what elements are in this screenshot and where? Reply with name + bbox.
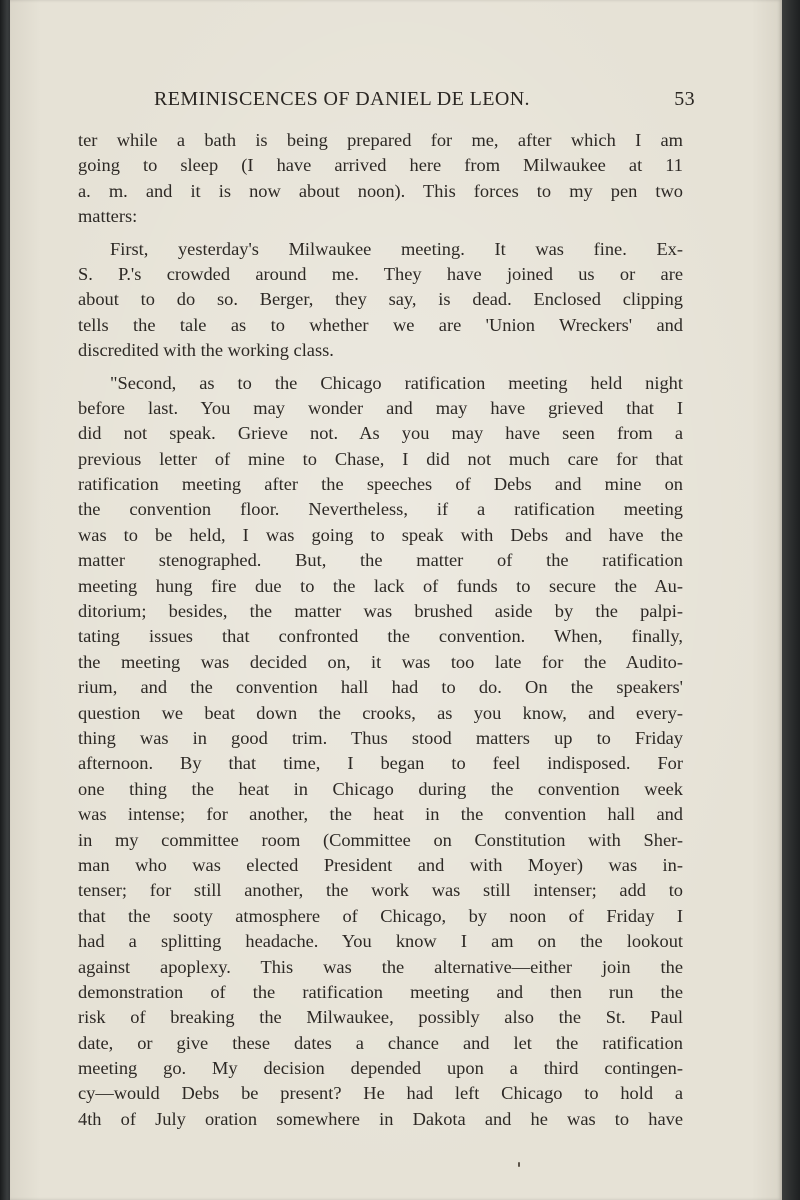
text-line: afternoon. By that time, I began to feel indisposed. For: [78, 753, 683, 774]
text-line: thing was in good trim. Thus stood matters up to Friday: [78, 727, 683, 748]
text-line: about to do so. Berger, they say, is dead. Enclosed clipping: [78, 289, 683, 310]
text-line: ter while a bath is being prepared for me, after which I am: [78, 130, 683, 150]
text-line: matters:: [78, 206, 138, 227]
text-line: had a splitting headache. You know I am on the lookout: [78, 931, 683, 952]
text-line: First, yesterday's Milwaukee meeting. It was fine. Ex-: [110, 238, 683, 259]
text-line: ditorium; besides, the matter was brushed aside by the palpi-: [78, 601, 683, 622]
text-line: previous letter of mine to Chase, I did not much care for that: [78, 448, 683, 469]
text-line: man who was elected President and with Moyer) was in-: [78, 854, 683, 875]
text-line: discredited with the working class.: [78, 340, 334, 361]
text-line: date, or give these dates a chance and let the ratification: [78, 1032, 683, 1053]
text-line: "Second, as to the Chicago ratification meeting held night: [110, 372, 683, 393]
text-line: risk of breaking the Milwaukee, possibly also the St. Paul: [78, 1007, 683, 1028]
text-line: matter stenographed. But, the matter of the ratification: [78, 550, 683, 571]
text-line: a. m. and it is now about noon). This forces to my pen two: [78, 180, 683, 201]
text-line: question we beat down the crooks, as you know, and every-: [78, 702, 683, 723]
text-line: that the sooty atmosphere of Chicago, by noon of Friday I: [78, 905, 683, 926]
text-line: did not speak. Grieve not. As you may have seen from a: [78, 423, 683, 444]
text-line: was intense; for another, the heat in the convention hall and: [78, 804, 683, 825]
text-line: the meeting was decided on, it was too late for the Audito-: [78, 651, 683, 672]
book-page: [10, 0, 782, 1200]
text-line: cy—would Debs be present? He had left Chicago to hold a: [78, 1083, 683, 1104]
page-edge-shadow: [782, 0, 800, 1200]
text-line: meeting go. My decision depended upon a third contingen-: [78, 1058, 683, 1079]
running-title: REMINISCENCES OF DANIEL DE LEON.: [154, 88, 530, 110]
paper-speck: [518, 1162, 520, 1167]
text-line: in my committee room (Committee on Constitution with Sher-: [78, 829, 683, 850]
text-line: meeting hung fire due to the lack of funds to secure the Au-: [78, 575, 683, 596]
text-line: demonstration of the ratification meeting and then run the: [78, 981, 683, 1002]
text-line: tating issues that confronted the convention. When, finally,: [78, 626, 683, 647]
text-line: ratification meeting after the speeches of Debs and mine on: [78, 474, 683, 495]
text-line: the convention floor. Nevertheless, if a ratification meeting: [78, 499, 683, 520]
text-line: was to be held, I was going to speak with Debs and have the: [78, 524, 683, 545]
text-line: tells the tale as to whether we are 'Union Wreckers' and: [78, 314, 683, 335]
text-line: one thing the heat in Chicago during the convention week: [78, 778, 683, 799]
text-line: against apoplexy. This was the alternative—either join the: [78, 956, 683, 977]
text-line: S. P.'s crowded around me. They have joined us or are: [78, 263, 683, 284]
page-body-text: [78, 128, 683, 1132]
text-line: tenser; for still another, the work was still intenser; add to: [78, 880, 683, 901]
text-line: rium, and the convention hall had to do. On the speakers': [78, 677, 683, 698]
page-number: 53: [674, 88, 695, 110]
text-line: going to sleep (I have arrived here from Milwaukee at 11: [78, 155, 683, 176]
text-line: before last. You may wonder and may have grieved that I: [78, 397, 683, 418]
text-line: 4th of July oration somewhere in Dakota and he was to have: [78, 1108, 683, 1129]
